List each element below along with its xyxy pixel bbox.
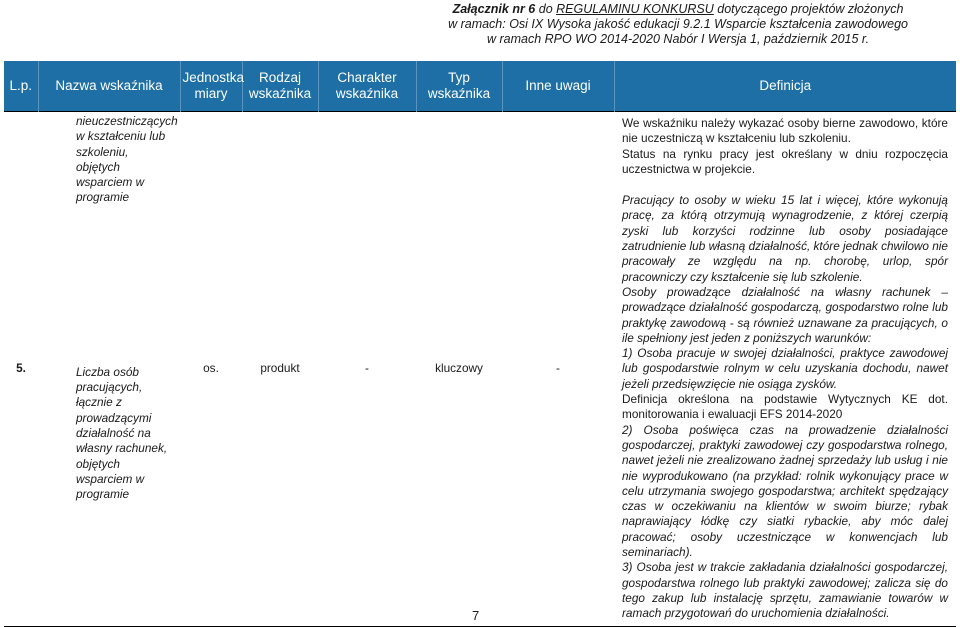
- table-header-row: [4, 61, 956, 112]
- definition-p5: 1) Osoba pracuje w swojej działalności, praktyce zawodowej lub gospodarstwie rolnym w celu uzyskania dochodu, nawet jeżeli przedsięwzięcie nie osiąga zysków.: [622, 346, 948, 391]
- row-name-upper: nieuczestniczących w kształceniu lub szkoleniu, objętych wsparciem w programie: [76, 114, 178, 205]
- col-header-notes: Inne uwagi: [502, 61, 614, 112]
- header-line-1: Załącznik nr 6 do REGULAMINU KONKURSU dotyczącego projektów złożonych: [452, 2, 904, 16]
- indicator-table: [4, 61, 956, 627]
- definition-p8: 3) Osoba jest w trakcie zakładania działalności gospodarczej, gospodarstwa rolnego lub praktyki zawodowej; zalicza się do tego zakup lub instalację sprzętu, zamawianie towarów w ramach przygotowań do uruchomienia działalności.: [622, 560, 948, 621]
- col-header-lp: L.p.: [4, 61, 38, 112]
- definition-p6: Definicja określona na podstawie Wytycznych KE dot. monitorowania i ewaluacji EFS 2014-2020: [622, 392, 948, 422]
- document-header: [448, 2, 908, 47]
- row-name-cell: [38, 112, 180, 627]
- definition-p7: 2) Osoba poświęca czas na prowadzenie działalności gospodarczej, praktyki zawodowej czy gospodarstwa rolnego, nawet jeżeli nie zrealizowano żadnej sprzedaży lub usług i nie nie wyprodukowano (na przykład: rolnik wykonujący prace w celu utrzymania swojego gospodarstwa; architekt spędzający czas w oczekiwaniu na klientów w swoim biurze; rybak naprawiający łódkę czy siatki rybackie, aby móc dalej pracować; osoby uczestniczące w konwencjach lub seminariach).: [622, 422, 948, 560]
- col-header-type: Typ wskaźnika: [416, 61, 502, 112]
- definition-p1: We wskaźniku należy wykazać osoby bierne zawodowo, które nie uczestniczą w kształceniu lub szkoleniu.: [622, 116, 948, 146]
- definition-p2: Status na rynku pracy jest określany w dniu rozpoczęcia uczestnictwa w projekcie.: [622, 146, 948, 176]
- row-type: kluczowy: [416, 112, 502, 627]
- row-kind: produkt: [242, 112, 318, 627]
- col-header-unit: Jednostka miary: [180, 61, 242, 112]
- definition-p4: Osoby prowadzące działalność na własny rachunek – prowadzące działalność gospodarczą, gospodarstwo rolne lub praktykę zawodową - są również uznawane za pracujących, o ile spełniony jest jeden z poniższych warunków:: [622, 284, 948, 345]
- header-line-3: w ramach RPO WO 2014-2020 Nabór I Wersja 1, październik 2015 r.: [486, 32, 870, 46]
- regulamin-link[interactable]: REGULAMINU KONKURSU: [556, 2, 714, 16]
- col-header-kind: Rodzaj wskaźnika: [242, 61, 318, 112]
- page-number: 7: [472, 608, 480, 623]
- col-header-name: Nazwa wskaźnika: [38, 61, 180, 112]
- col-header-definition: Definicja: [614, 61, 956, 112]
- row-character: -: [318, 112, 416, 627]
- row-name-lower: Liczba osób pracujących, łącznie z prowadzącymi działalność na własny rachunek, objętych wsparciem w programie: [76, 364, 168, 502]
- col-header-character: Charakter wskaźnika: [318, 61, 416, 112]
- header-line-2: w ramach: Osi IX Wysoka jakość edukacji 9.2.1 Wsparcie kształcenia zawodowego: [448, 17, 908, 31]
- row-unit: os.: [180, 112, 242, 627]
- row-definition: [614, 112, 956, 627]
- row-notes: -: [502, 112, 614, 627]
- table-row: [4, 112, 956, 627]
- definition-p3: Pracujący to osoby w wieku 15 lat i więcej, które wykonują pracę, za którą otrzymują wynagrodzenie, z której czerpią zyski lub korzyści rodzinne lub osoby posiadające zatrudnienie lub własną działalność, które jednak chwilowo nie pracowały ze względu na np. chorobę, urlop, spór pracowniczy czy kształcenie się lub szkolenie.: [622, 193, 948, 284]
- row-lp: 5.: [4, 112, 38, 627]
